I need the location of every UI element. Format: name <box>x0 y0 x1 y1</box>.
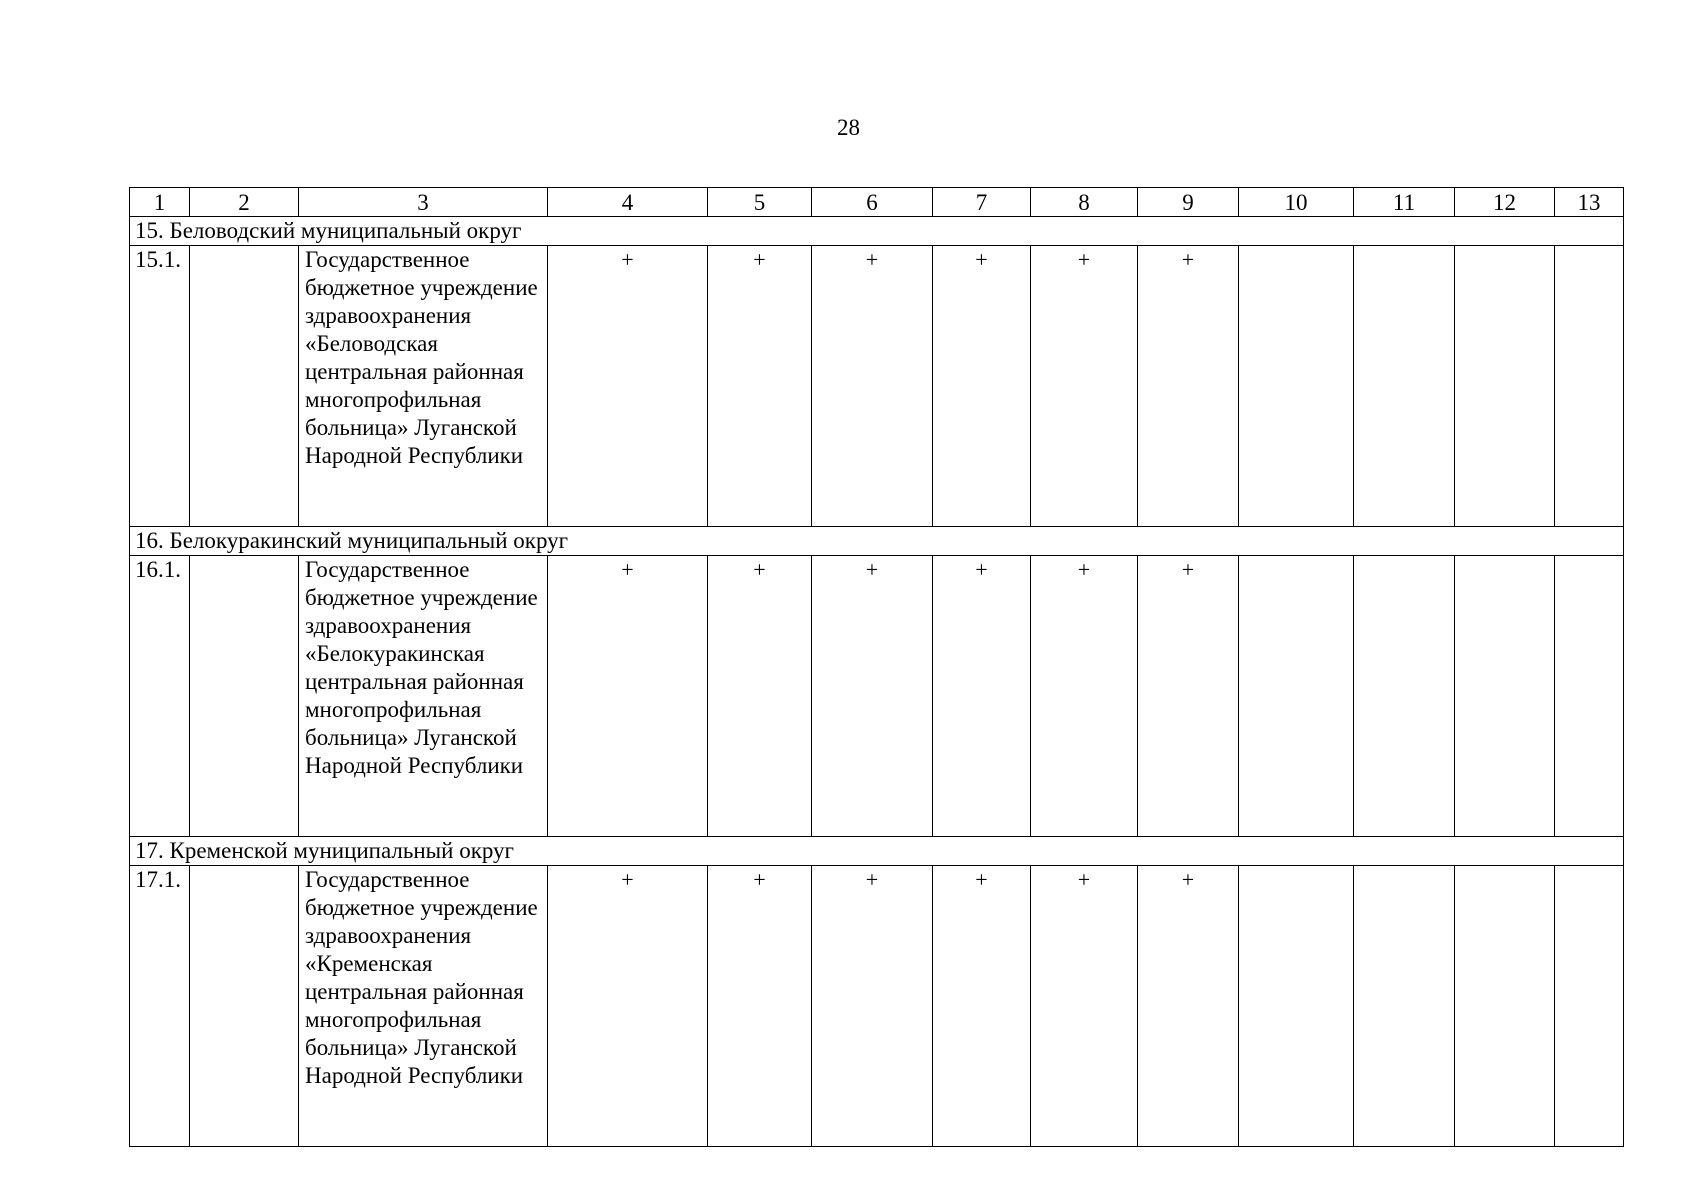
column-header: 9 <box>1138 188 1239 217</box>
mark-cell: + <box>708 246 812 527</box>
mark-cell: + <box>548 866 708 1147</box>
mark-cell <box>1239 246 1354 527</box>
column-header: 7 <box>933 188 1031 217</box>
mark-cell: + <box>812 556 933 837</box>
mark-cell: + <box>933 866 1031 1147</box>
row-number: 15.1. <box>130 246 190 527</box>
column-header: 1 <box>130 188 190 217</box>
mark-cell: + <box>708 866 812 1147</box>
page-number: 28 <box>837 115 860 140</box>
column-header: 2 <box>190 188 299 217</box>
mark-cell: + <box>933 556 1031 837</box>
row-col2 <box>190 556 299 837</box>
institution-name: Государственное бюджетное учреждение здравоохранения «Беловодская центральная районная многопрофильная больница» Луганской Народной Республики <box>299 246 548 527</box>
section-row <box>130 217 1624 246</box>
mark-cell <box>1455 556 1555 837</box>
row-col2 <box>190 246 299 527</box>
mark-cell: + <box>1138 556 1239 837</box>
mark-cell: + <box>548 246 708 527</box>
mark-cell: + <box>1031 866 1138 1147</box>
mark-cell <box>1354 246 1455 527</box>
mark-cell: + <box>812 866 933 1147</box>
mark-cell: + <box>548 556 708 837</box>
document-table <box>129 187 1624 1147</box>
row-number: 16.1. <box>130 556 190 837</box>
column-header: 11 <box>1354 188 1455 217</box>
column-header: 8 <box>1031 188 1138 217</box>
row-number: 17.1. <box>130 866 190 1147</box>
mark-cell: + <box>708 556 812 837</box>
column-header: 10 <box>1239 188 1354 217</box>
mark-cell <box>1455 866 1555 1147</box>
institution-name: Государственное бюджетное учреждение здравоохранения «Белокуракинская центральная районная многопрофильная больница» Луганской Народной Республики <box>299 556 548 837</box>
institution-name: Государственное бюджетное учреждение здравоохранения «Кременская центральная районная многопрофильная больница» Луганской Народной Республики <box>299 866 548 1147</box>
column-header: 13 <box>1555 188 1624 217</box>
mark-cell <box>1555 556 1624 837</box>
column-header: 3 <box>299 188 548 217</box>
mark-cell <box>1239 866 1354 1147</box>
mark-cell <box>1555 866 1624 1147</box>
mark-cell: + <box>1031 556 1138 837</box>
mark-cell <box>1354 556 1455 837</box>
section-row <box>130 527 1624 556</box>
row-col2 <box>190 866 299 1147</box>
mark-cell: + <box>1031 246 1138 527</box>
column-header: 6 <box>812 188 933 217</box>
mark-cell <box>1239 556 1354 837</box>
table-row <box>130 866 1624 1147</box>
mark-cell: + <box>1138 246 1239 527</box>
section-row <box>130 837 1624 866</box>
mark-cell: + <box>1138 866 1239 1147</box>
mark-cell: + <box>933 246 1031 527</box>
mark-cell <box>1354 866 1455 1147</box>
table-row <box>130 246 1624 527</box>
column-header: 12 <box>1455 188 1555 217</box>
mark-cell: + <box>812 246 933 527</box>
section-title: 16. Белокуракинский муниципальный округ <box>130 527 1624 556</box>
table-row <box>130 556 1624 837</box>
mark-cell <box>1455 246 1555 527</box>
mark-cell <box>1555 246 1624 527</box>
section-title: 17. Кременской муниципальный округ <box>130 837 1624 866</box>
section-title: 15. Беловодский муниципальный округ <box>130 217 1624 246</box>
column-header: 5 <box>708 188 812 217</box>
column-header: 4 <box>548 188 708 217</box>
column-number-row <box>130 188 1624 217</box>
